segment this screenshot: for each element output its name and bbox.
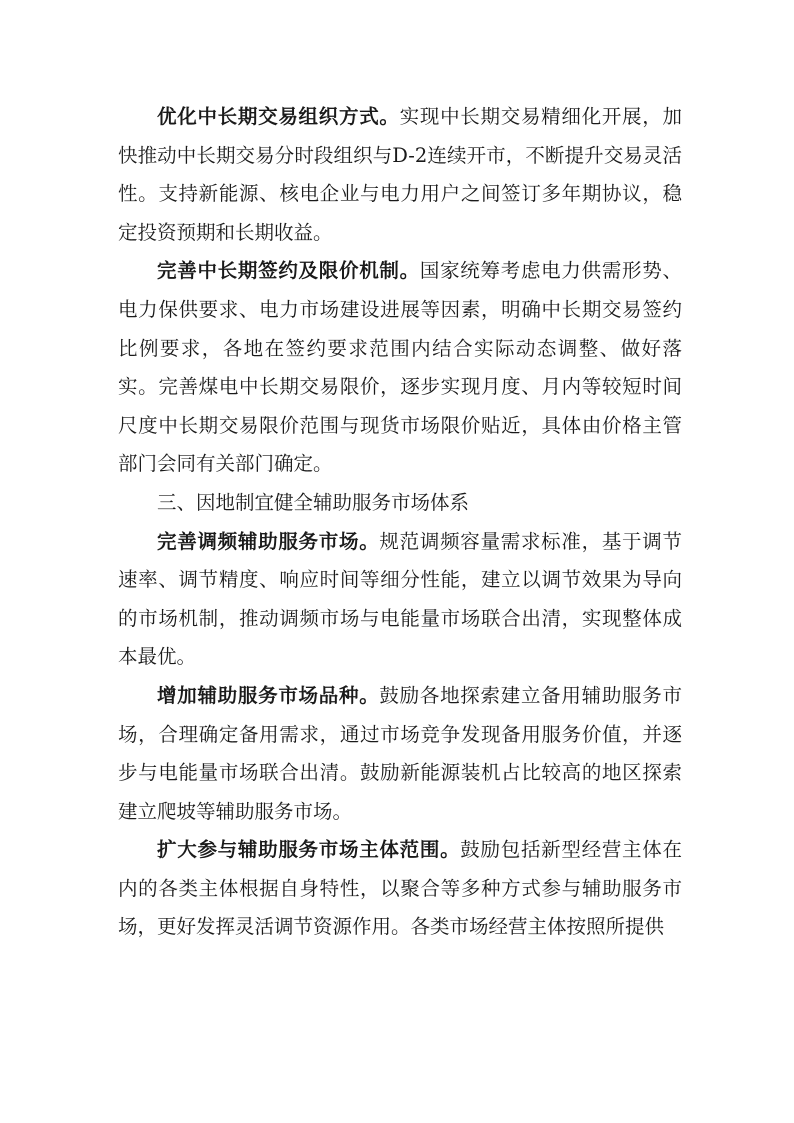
paragraph-lead: 优化中长期交易组织方式。: [157, 105, 400, 128]
paragraph-body: 实现中长期交易精细化开展，加快推动中长期交易分时段组织与D-2连续开市，不断提升交易灵活性。支持新能源、核电企业与电力用户之间签订多年期协议，稳定投资预期和长期收益。: [118, 105, 682, 244]
paragraph-lead: 完善中长期签约及限价机制。: [157, 259, 420, 283]
document-page: [118, 98, 682, 947]
paragraph-participant-scope: [118, 831, 682, 947]
paragraph-service-varieties: [118, 677, 682, 831]
paragraph-body: 规范调频容量需求标准，基于调节速率、调节精度、响应时间等细分性能，建立以调节效果为导向的市场机制，推动调频市场与电能量市场联合出清，实现整体成本最优。: [118, 529, 682, 669]
paragraph-lead: 完善调频辅助服务市场。: [157, 529, 380, 553]
paragraph-lead: 增加辅助服务市场品种。: [157, 683, 380, 707]
paragraph-body: 鼓励各地探索建立备用辅助服务市场，合理确定备用需求，通过市场竞争发现备用服务价值，并逐步与电能量市场联合出清。鼓励新能源装机占比较高的地区探索建立爬坡等辅助服务市场。: [118, 683, 682, 823]
paragraph-lead: 扩大参与辅助服务市场主体范围。: [157, 838, 461, 862]
paragraph-frequency-regulation: [118, 523, 682, 677]
paragraph-contract-price-limit: [118, 252, 682, 484]
section-heading: 三、因地制宜健全辅助服务市场体系: [157, 490, 470, 514]
paragraph-body: 国家统筹考虑电力供需形势、电力保供要求、电力市场建设进展等因素，明确中长期交易签约比例要求，各地在签约要求范围内结合实际动态调整、做好落实。完善煤电中长期交易限价，逐步实现月度、月内等较短时间尺度中长期交易限价范围与现货市场限价贴近，具体由价格主管部门会同有关部门确定。: [118, 259, 682, 476]
paragraph-trade-organization: [118, 98, 682, 252]
paragraph-body: 鼓励包括新型经营主体在内的各类主体根据自身特性，以聚合等多种方式参与辅助服务市场，更好发挥灵活调节资源作用。各类市场经营主体按照所提供: [118, 838, 682, 939]
